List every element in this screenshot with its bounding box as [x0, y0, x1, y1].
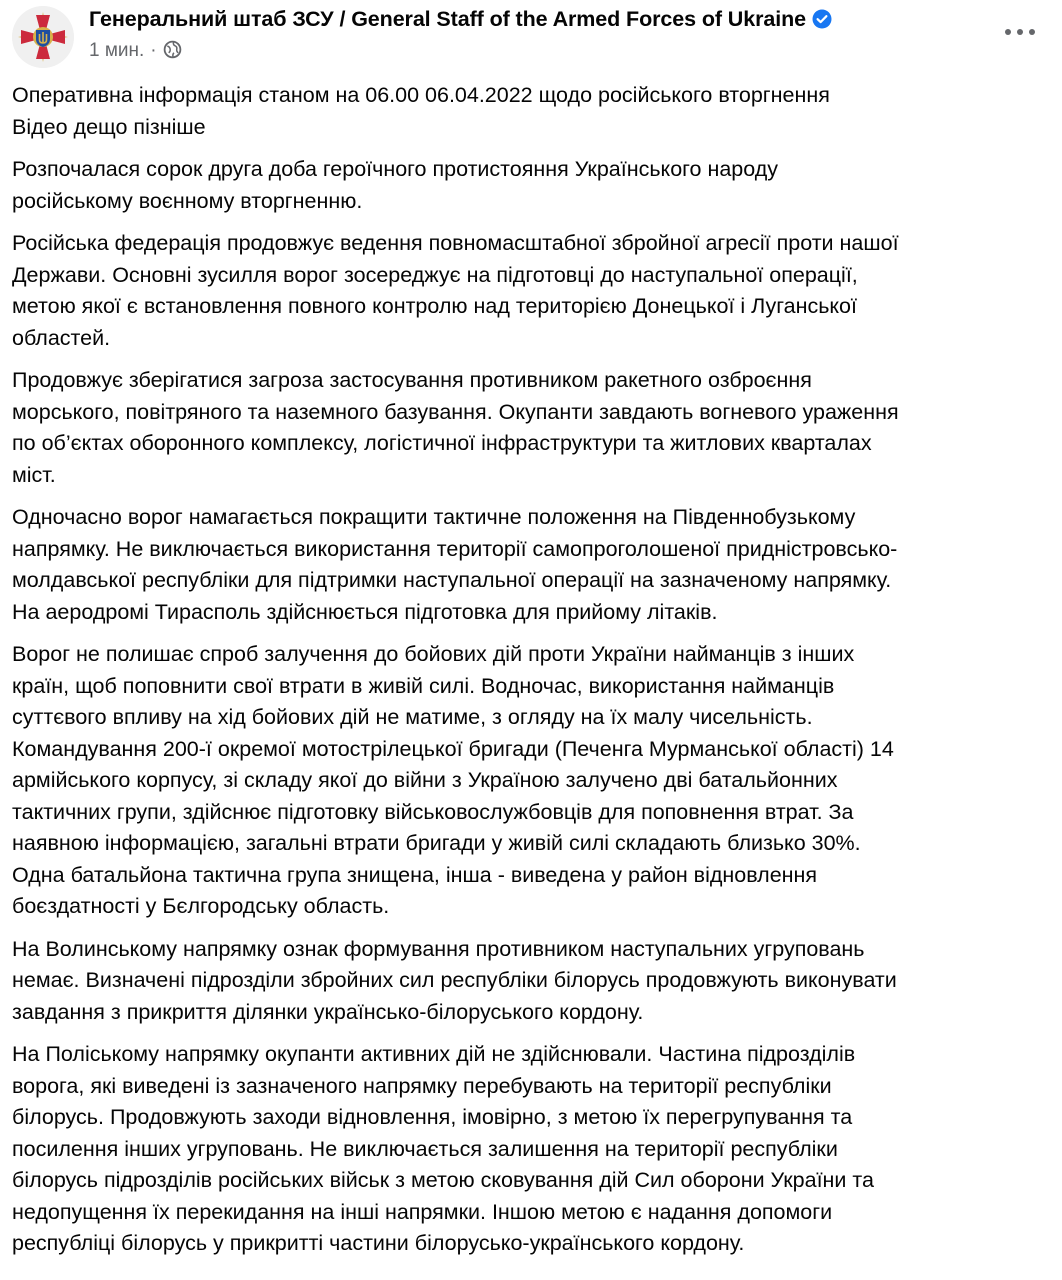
- post-text: [12, 80, 1048, 1271]
- post-header: [12, 6, 1052, 74]
- post-paragraph: На Волинському напрямку ознак формування противником наступальних угруповань немає. Визначені підрозділи збройних сил республіки білорусь продовжують виконувати завдання з прикриття ділянки українсько-білоруського кордону.: [12, 936, 897, 1024]
- post-paragraph: Продовжує зберігатися загроза застосування противником ракетного озброєння морського, повітряного та наземного базування. Окупанти завдають вогневого ураження по об’єктах оборонного комплексу, логістичної інфраструктури та житлових кварталах міст.: [12, 368, 899, 487]
- meta-separator: ·: [150, 40, 157, 61]
- post-paragraph: Ворог не полишає спроб залучення до бойових дій проти України найманців з інших країн, щоб поповнити свої втрати в живій силі. Водночас, використання найманців суттєвого впливу на хід бойових дій не матиме, з огляду на їх малу чисельність. Командування 200-ї окремої мотострілецької бригади (Печенга Мурманської області) 14 армійського корпусу, зі складу якої до війни з Україною залучено дві батальйонних тактичних групи, здійснює підготовку військовослужбовців для поповнення втрат. За наявною інформацією, загальні втрати бригади у живій силі складають близько 30%. Одна батальйона тактична група знищена, інша - виведена у район відновлення боєздатності у Бєлгородську область.: [12, 642, 894, 918]
- armed-forces-emblem-icon: [12, 6, 74, 68]
- post-timestamp[interactable]: 1 мин.: [89, 40, 145, 61]
- verified-badge-icon: [812, 9, 832, 35]
- more-options-icon[interactable]: [1000, 16, 1040, 46]
- post-paragraph: На Поліському напрямку окупанти активних дій не здійснювали. Частина підрозділів ворога, які виведені із зазначеного напрямку перебувають на території республіки білорусь. Продовжують заходи відновлення, імовірно, з метою їх перегрупування та посилення інших угруповань. Не виключається залишення на території республіки білорусь підрозділів російських військ з метою сковування дій Сил оборони України та недопущення їх перекидання на інші напрямки. Іншою метою є надання допомоги республіці білорусь у прикритті частини білорусько-українського кордону.: [12, 1042, 874, 1255]
- post-paragraph: Російська федерація продовжує ведення повномасштабної збройної агресії проти нашої Держави. Основні зусилля ворог зосереджує на підготовці до наступальної операції, метою якої є встановлення повного контролю над територією Донецької і Луганської областей.: [12, 231, 899, 350]
- page-avatar[interactable]: [12, 6, 74, 68]
- post-paragraph: Розпочалася сорок друга доба героїчного протистояння Українського народу російському воєнному вторгненню.: [12, 157, 779, 213]
- post-meta: [89, 40, 182, 65]
- post-paragraph: Одночасно ворог намагається покращити тактичне положення на Південнобузькому напрямку. Не виключається використання території самопроголошеної придністровсько- молдавської республіки для підтримки наступальної операції на зазначеному напрямку. На аеродромі Тирасполь здійснюється підготовка для прийому літаків.: [12, 505, 898, 624]
- page-name-line: [89, 7, 832, 35]
- globe-icon[interactable]: [163, 40, 182, 65]
- page-name-link[interactable]: Генеральний штаб ЗСУ / General Staff of the Armed Forces of Ukraine: [89, 7, 806, 31]
- post-paragraph: Оперативна інформація станом на 06.00 06.04.2022 щодо російського вторгнення Відео дещо пізніше: [12, 83, 830, 139]
